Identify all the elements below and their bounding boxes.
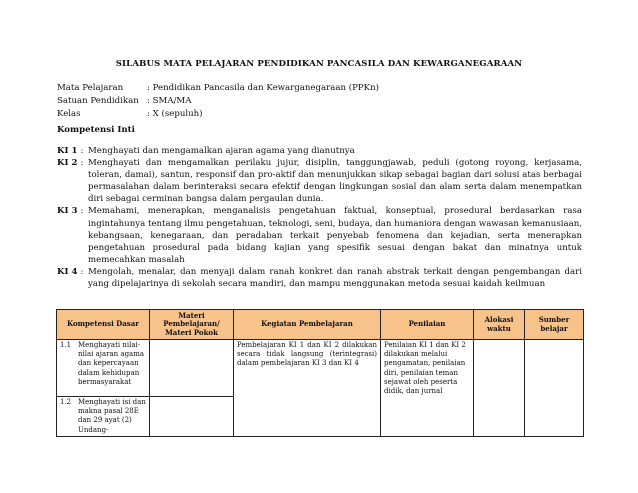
kompetensi-inti-list	[57, 145, 582, 290]
kd-text: Menghayati isi dan makna pasal 28E dan 29 ayat (2) Undang-	[78, 398, 146, 434]
ki-code-label: KI 1	[57, 146, 78, 156]
ki-item-2	[57, 157, 582, 205]
ki-text: Mengolah, menalar, dan menyaji dalam ranah konkret dan ranah abstrak terkait dengan pengembangan dari yang dipelajarinya di sekolah secara mandiri, dan mampu menggunakan metoda sesuai kaidah keilmuan	[88, 266, 582, 290]
document-title: SILABUS MATA PELAJARAN PENDIDIKAN PANCASILA DAN KEWARGANEGARAAN	[115, 59, 523, 69]
ki-code	[57, 145, 88, 157]
ki-item-4	[57, 266, 582, 290]
ki-item-1	[57, 145, 582, 157]
kd-number: 1.1	[60, 341, 72, 349]
header-kegiatan: Kegiatan Pembelajaran	[234, 310, 381, 340]
header-alokasi: Alokasi waktu	[474, 310, 525, 340]
ki-code-label: KI 4	[57, 266, 78, 277]
identity-block	[57, 82, 379, 121]
ki-code	[57, 157, 88, 205]
kd-item-1-2	[60, 398, 146, 435]
header-materi: Materi Pembelajaran/ Materi Pokok	[150, 310, 234, 340]
kd-text: Menghayati nilai-nilai ajaran agama dan kepercayaan dalam kehidupan bermasyarakat	[78, 341, 145, 386]
meta-value: : X (sepuluh)	[147, 109, 203, 119]
ki-item-3	[57, 205, 582, 265]
ki-colon: :	[80, 158, 84, 169]
materi-cell	[150, 340, 234, 397]
meta-row-class	[57, 108, 379, 121]
ki-colon: :	[80, 146, 84, 156]
header-kompetensi-dasar: Kompetensi Dasar	[57, 310, 150, 340]
sumber-cell	[525, 340, 584, 437]
table-header-row	[57, 310, 584, 340]
ki-colon: :	[80, 266, 84, 277]
kegiatan-cell: Pembelajaran KI 1 dan KI 2 dilakukan secara tidak langsung (terintegrasi) dalam pembelajaran KI 3 dan KI 4	[234, 340, 381, 437]
kd-item-1-1	[60, 341, 146, 387]
meta-value: : SMA/MA	[147, 96, 192, 106]
ki-text: Menghayati dan mengamalkan ajaran agama yang dianutnya	[88, 146, 355, 156]
kd-cell	[57, 340, 150, 397]
meta-label: Mata Pelajaran	[57, 83, 124, 93]
ki-code	[57, 205, 88, 265]
table-row	[57, 340, 584, 397]
ki-text: Menghayati dan mengamalkan perilaku jujur, disiplin, tanggungjawab, peduli (gotong royong, kerjasama, toleran, damai), santun, responsif dan pro-aktif dan menunjukkan sikap sebagai bagian dari solusi atas berbagai permasalahan dalam berinteraksi secara efektif dengan lingkungan sosial dan alam serta dalam menempatkan diri sebagai cerminan bangsa dalam pergaulan dunia.	[88, 158, 582, 205]
kd-cell	[57, 397, 150, 437]
ki-code-label: KI 2	[57, 158, 78, 169]
header-penilaian: Penilaian	[381, 310, 474, 340]
materi-cell	[150, 397, 234, 437]
header-sumber: Sumber belajar	[525, 310, 584, 340]
ki-code-label: KI 3	[57, 206, 78, 217]
kompetensi-inti-heading: Kompetensi Inti	[57, 125, 135, 135]
ki-colon: :	[80, 206, 84, 217]
ki-code	[57, 266, 88, 290]
ki-text: Memahami, menerapkan, menganalisis pengetahuan faktual, konseptual, prosedural berdasarkan rasa ingintahunya tentang ilmu pengetahuan, teknologi, seni, budaya, dan humaniora dengan wawasan kemanusiaan, kebangsaan, kenegaraan, dan peradaban terkait penyebab fenomena dan kejadian, serta menerapkan pengetahuan prosedural pada bidang kajian yang spesifik sesuai dengan bakat dan minatnya untuk memecahkan masalah	[88, 206, 582, 265]
meta-row-subject	[57, 82, 379, 95]
kd-number: 1.2	[60, 398, 72, 406]
meta-row-school	[57, 95, 379, 108]
meta-value: : Pendidikan Pancasila dan Kewarganegaraan (PPKn)	[147, 83, 379, 93]
meta-label: Satuan Pendidikan	[57, 96, 139, 106]
penilaian-cell: Penilaian KI 1 dan KI 2 dilakukan melalui pengamatan, penilaian diri, penilaian teman sejawat oleh peserta didik, dan jurnal	[381, 340, 474, 437]
meta-label: Kelas	[57, 109, 81, 119]
syllabus-table	[56, 309, 584, 437]
alokasi-cell	[474, 340, 525, 437]
